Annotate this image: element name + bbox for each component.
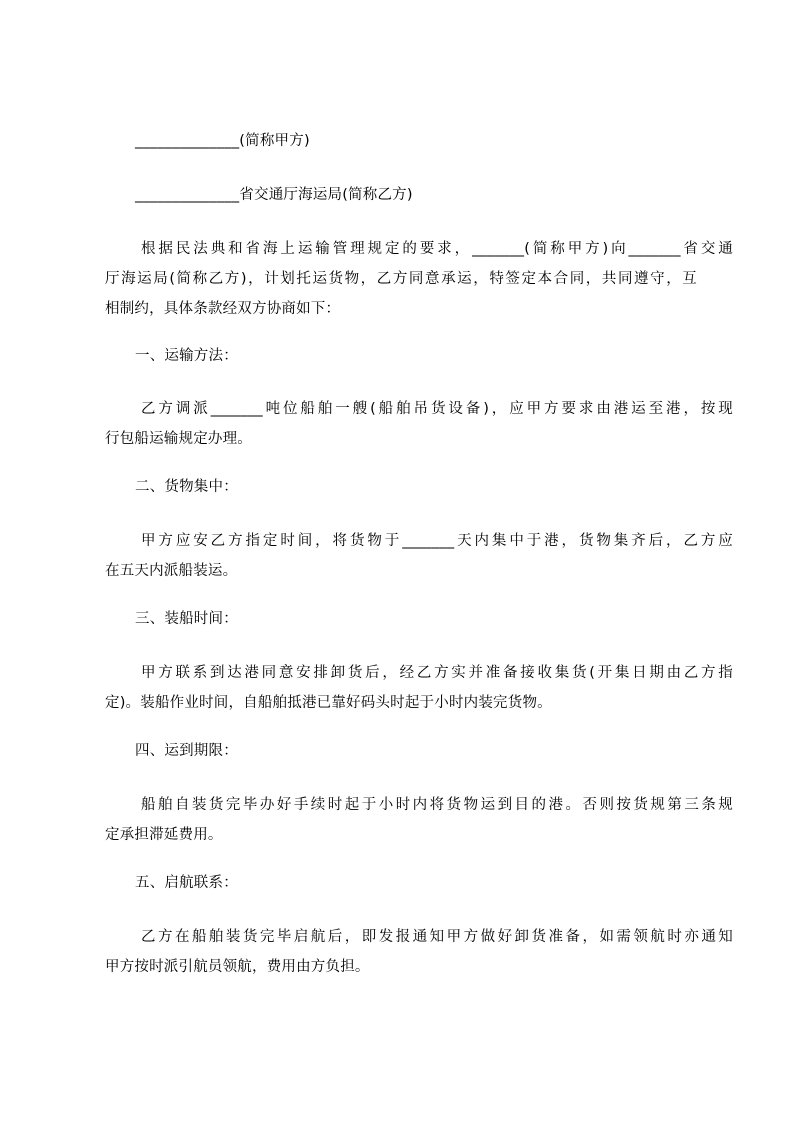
section-5-line-1: 乙方在船舶装货完毕启航后，即发报通知甲方做好卸货准备，如需领航时亦通知 xyxy=(141,929,733,945)
intro-paragraph-line-2: 厅海运局(简称乙方)，计划托运货物，乙方同意承运，特签定本合同，共同遵守，互 xyxy=(105,271,697,287)
section-3-line-1: 甲方联系到达港同意安排卸货后，经乙方实并准备接收集货(开集日期由乙方指 xyxy=(141,665,733,681)
intro-paragraph-line-1: 根据民法典和省海上运输管理规定的要求，_______(简称甲方)向_______省交通 xyxy=(141,241,733,257)
section-3-heading: 三、装船时间： xyxy=(135,611,238,627)
section-2-line-2: 在五天内派船装运。 xyxy=(105,563,238,579)
section-4-line-2: 定承担滞延费用。 xyxy=(105,827,223,843)
section-5-heading: 五、启航联系： xyxy=(135,875,238,891)
section-4-heading: 四、运到期限： xyxy=(135,743,238,759)
section-5-line-2: 甲方按时派引航员领航，费用由方负担。 xyxy=(105,959,370,975)
section-3-line-2: 定)。装船作业时间，自船舶抵港已靠好码头时起于小时内装完货物。 xyxy=(105,695,552,711)
party-b-line: ______________省交通厅海运局(简称乙方) xyxy=(135,187,413,203)
section-1-line-2: 行包船运输规定办理。 xyxy=(105,431,252,447)
section-1-line-1: 乙方调派_______吨位船舶一艘(船舶吊货设备)，应甲方要求由港运至港，按现 xyxy=(141,401,733,417)
section-2-heading: 二、货物集中： xyxy=(135,479,238,495)
section-4-line-1: 船舶自装货完毕办好手续时起于小时内将货物运到目的港。否则按货规第三条规 xyxy=(141,797,733,813)
section-1-heading: 一、运输方法： xyxy=(135,348,238,364)
party-a-line: ______________(简称甲方) xyxy=(135,133,310,149)
section-2-line-1: 甲方应安乙方指定时间，将货物于_______天内集中于港，货物集齐后，乙方应 xyxy=(141,533,733,549)
intro-paragraph-line-3: 相制约，具体条款经双方协商如下： xyxy=(105,301,341,317)
